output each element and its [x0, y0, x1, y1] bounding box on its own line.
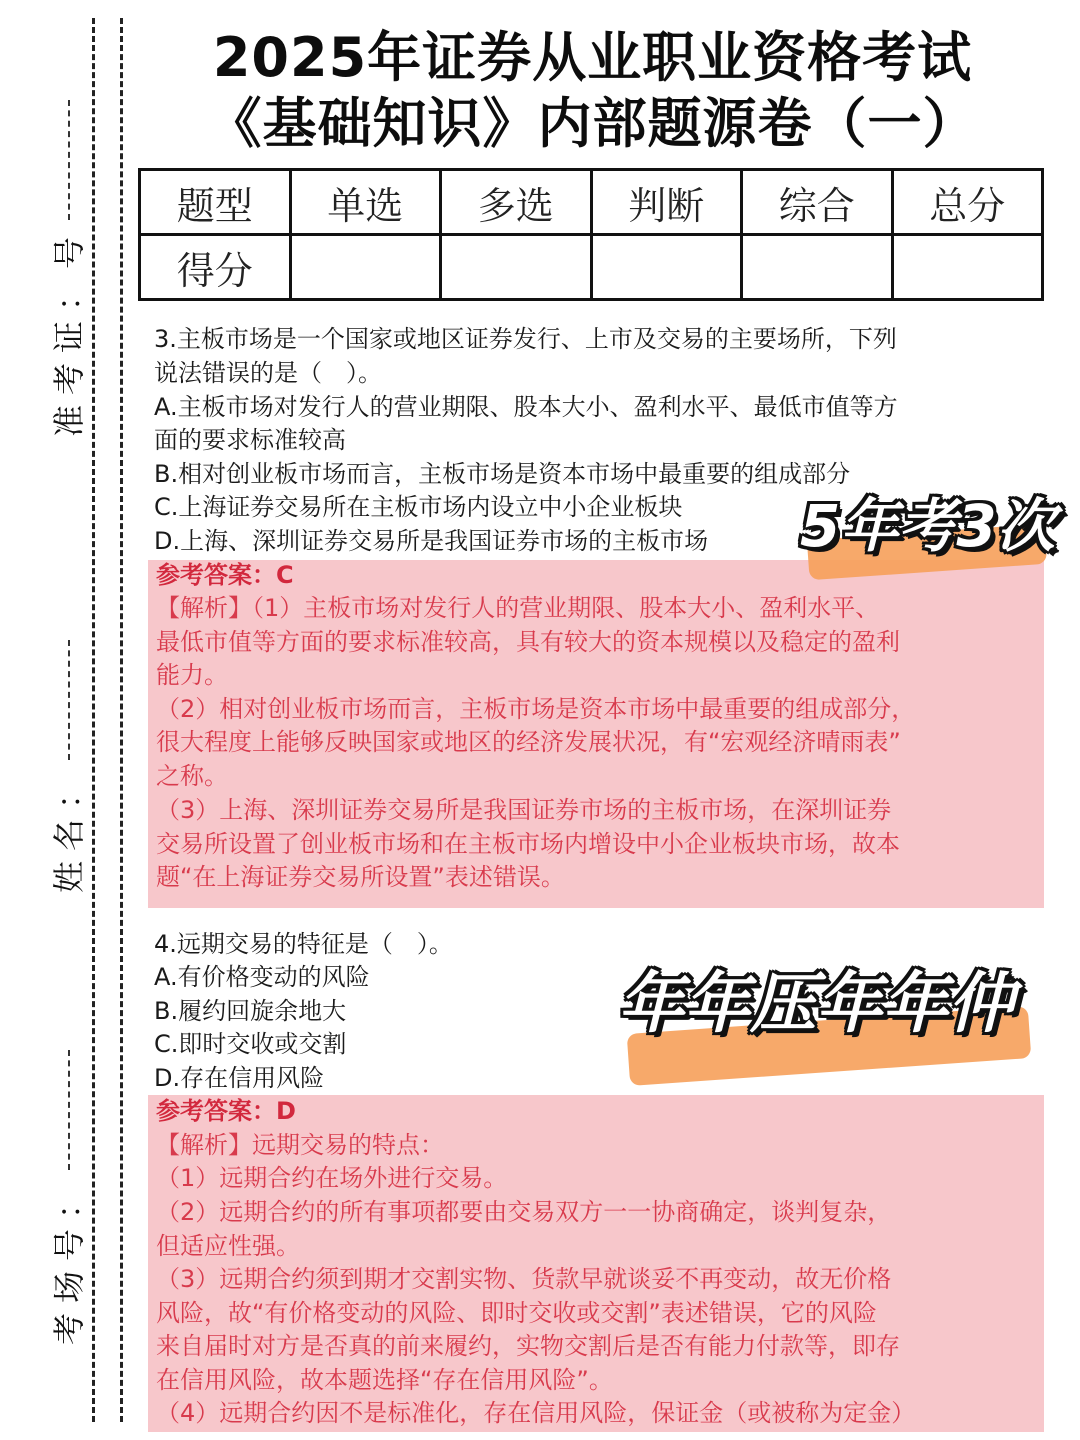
room-label: ： 号 场 考 — [49, 1186, 88, 1346]
score-input-total[interactable] — [892, 235, 1043, 300]
badge1-text: 5年考3次 — [800, 492, 1055, 560]
score-table-header-row — [140, 170, 1043, 235]
q3-explain-line: 【解析】（1）主板市场对发行人的营业期限、股本大小、盈利水平、 — [156, 594, 880, 622]
score-cell-label: 得分 — [140, 235, 291, 300]
score-table — [138, 168, 1044, 301]
q4-explain-line: 【解析】远期交易的特点： — [156, 1131, 444, 1159]
q4-option-a: A.有价格变动的风险 — [154, 963, 370, 991]
q4-stem: 4.远期交易的特征是（ ）。 — [154, 930, 453, 958]
q3-explain-line: 很大程度上能够反映国家或地区的经济发展状况，有“宏观经济晴雨表” — [156, 728, 901, 756]
q3-stem-line: 3.主板市场是一个国家或地区证券发行、上市及交易的主要场所，下列 — [154, 325, 897, 353]
binding-dash-line-inner — [120, 18, 123, 1422]
q3-explain-line: 能力。 — [156, 661, 228, 689]
q3-explain-line: 最低市值等方面的要求标准较高，具有较大的资本规模以及稳定的盈利 — [156, 628, 900, 656]
exam-subtitle: 《基础知识》内部题源卷（一） — [207, 92, 978, 155]
score-input-multi[interactable] — [441, 235, 592, 300]
q3-explain-line: （3）上海、深圳证券交易所是我国证券市场的主板市场，在深圳证券 — [156, 796, 892, 824]
q4-explain-line: （3）远期合约须到期才交割实物、货款早就谈妥不再变动，故无价格 — [156, 1265, 892, 1293]
badge2-text: 年年压年年仲 — [618, 965, 1014, 1042]
q4-explain-line: 来自届时对方是否真的前来履约，实物交割后是否有能力付款等，即存 — [156, 1332, 900, 1360]
score-input-judge[interactable] — [591, 235, 742, 300]
q3-stem-line: 说法错误的是（ ）。 — [154, 359, 382, 387]
q3-option-a-cont: 面的要求标准较高 — [154, 426, 346, 454]
q3-option-b: B.相对创业板市场而言，主板市场是资本市场中最重要的组成部分 — [154, 460, 851, 488]
q4-answer: 参考答案：D — [156, 1097, 296, 1125]
score-cell-total: 总分 — [892, 170, 1043, 235]
room-field — [44, 1050, 94, 1350]
q4-explain-line: 在信用风险，故本题选择“存在信用风险”。 — [156, 1366, 613, 1394]
q4-option-c: C.即时交收或交割 — [154, 1030, 347, 1058]
score-cell-type: 题型 — [140, 170, 291, 235]
exam-id-label: 号 ： 证 考 准 — [49, 236, 88, 438]
q4-option-b: B.履约回旋余地大 — [154, 997, 347, 1025]
name-blank[interactable] — [68, 640, 70, 760]
q3-explain-line: （2）相对创业板市场而言，主板市场是资本市场中最重要的组成部分， — [156, 695, 916, 723]
q4-explain-line: （1）远期合约在场外进行交易。 — [156, 1164, 508, 1192]
score-input-comprehensive[interactable] — [742, 235, 893, 300]
score-table-score-row — [140, 235, 1043, 300]
score-cell-single: 单选 — [290, 170, 441, 235]
name-field — [44, 640, 94, 898]
q4-option-d: D.存在信用风险 — [154, 1064, 325, 1092]
exam-id-blank[interactable] — [68, 100, 70, 220]
exam-id-field — [44, 100, 94, 442]
q3-option-c: C.上海证券交易所在主板市场内设立中小企业板块 — [154, 493, 683, 521]
q3-explain-line: 题“在上海证券交易所设置”表述错误。 — [156, 863, 565, 891]
q3-option-d: D.上海、深圳证券交易所是我国证券市场的主板市场 — [154, 527, 709, 555]
score-input-single[interactable] — [290, 235, 441, 300]
q4-explain-line: （4）远期合约因不是标准化，存在信用风险，保证金（或被称为定金） — [156, 1399, 916, 1427]
score-cell-multi: 多选 — [441, 170, 592, 235]
name-label: ： 名 姓 — [49, 776, 88, 894]
exam-title: 2025年证券从业职业资格考试 — [212, 26, 973, 89]
score-cell-judge: 判断 — [591, 170, 742, 235]
q4-explain-line: 但适应性强。 — [156, 1232, 300, 1260]
q3-option-a: A.主板市场对发行人的营业期限、股本大小、盈利水平、最低市值等方 — [154, 393, 898, 421]
score-cell-comprehensive: 综合 — [742, 170, 893, 235]
q3-explain-line: 交易所设置了创业板市场和在主板市场内增设中小企业板块市场，故本 — [156, 830, 900, 858]
q3-answer: 参考答案：C — [156, 561, 294, 589]
room-blank[interactable] — [68, 1050, 70, 1170]
q4-explain-line: （2）远期合约的所有事项都要由交易双方一一协商确定，谈判复杂， — [156, 1198, 892, 1226]
q3-explain-line: 之称。 — [156, 762, 228, 790]
q4-explain-line: 风险，故“有价格变动的风险、即时交收或交割”表述错误，它的风险 — [156, 1299, 877, 1327]
